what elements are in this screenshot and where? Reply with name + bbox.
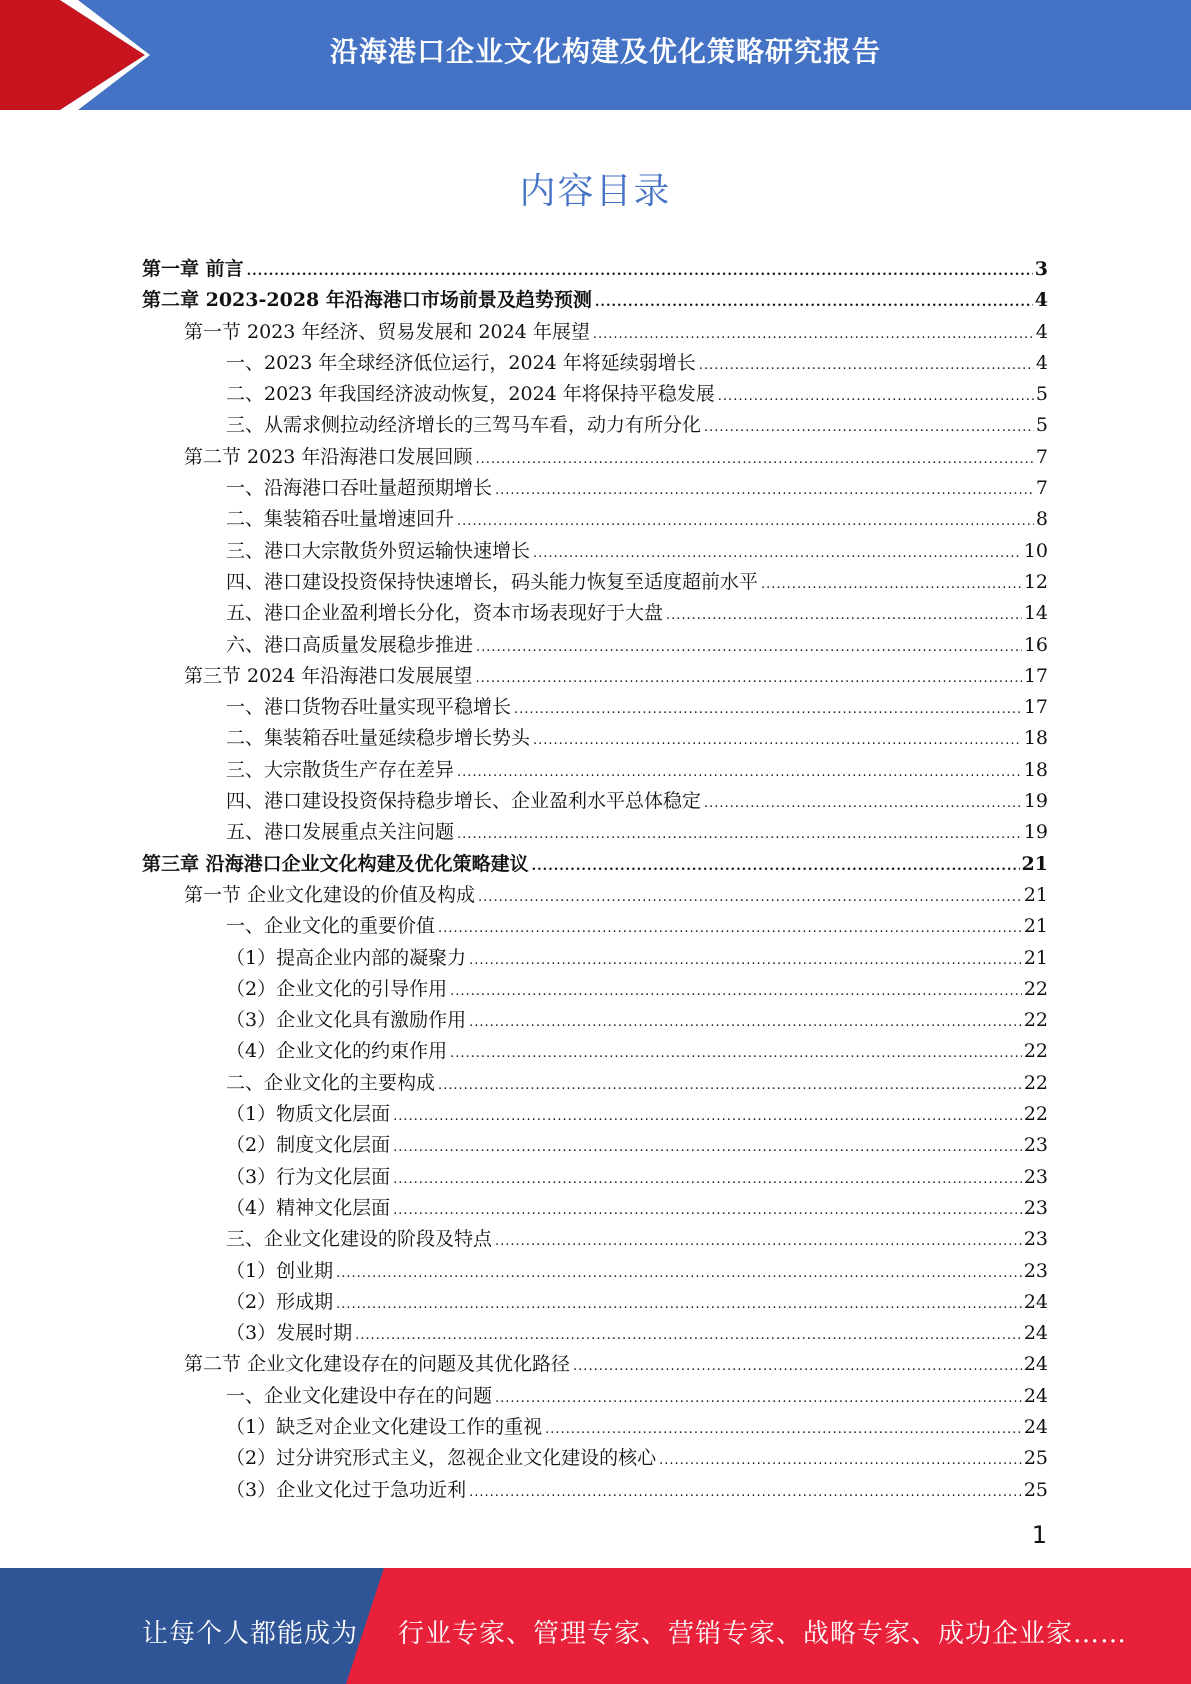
toc-entry-page: 17: [1023, 664, 1048, 687]
toc-entry-page: 16: [1023, 633, 1048, 656]
toc-entry[interactable]: [142, 1381, 1048, 1412]
toc-entry-title: （1）物质文化层面: [226, 1103, 391, 1126]
toc-entry-page: 8: [1035, 508, 1048, 531]
page-header: [0, 0, 1191, 110]
toc-entry-title: 三、企业文化建设的阶段及特点: [226, 1228, 493, 1251]
toc-entry-title: 第一节 企业文化建设的价值及构成: [184, 883, 476, 906]
toc-leader-dots: [438, 921, 1022, 936]
toc-leader-dots: [393, 1140, 1022, 1155]
toc-entry-page: 14: [1023, 602, 1048, 625]
toc-entry-title: 二、2023 年我国经济波动恢复，2024 年将保持平稳发展: [226, 383, 715, 406]
toc-leader-dots: [718, 389, 1034, 404]
toc-entry-page: 24: [1023, 1322, 1048, 1345]
toc-entry-title: 第二章 2023-2028 年沿海港口市场前景及趋势预测: [142, 289, 592, 312]
toc-entry-page: 19: [1023, 790, 1048, 813]
toc-entry-page: 5: [1035, 414, 1048, 437]
toc-entry-page: 24: [1023, 1290, 1048, 1313]
toc-entry[interactable]: [142, 1162, 1048, 1193]
toc-entry[interactable]: [142, 567, 1048, 598]
toc-entry[interactable]: [142, 285, 1048, 316]
toc-entry-page: 24: [1023, 1384, 1048, 1407]
toc-entry[interactable]: [142, 536, 1048, 567]
toc-leader-dots: [475, 452, 1033, 467]
toc-entry[interactable]: [142, 880, 1048, 911]
toc-leader-dots: [495, 1234, 1022, 1249]
toc-entry[interactable]: [142, 410, 1048, 441]
toc-leader-dots: [533, 733, 1022, 748]
toc-entry[interactable]: [142, 598, 1048, 629]
toc-entry-page: 21: [1023, 915, 1048, 938]
toc-entry-title: 二、集装箱吞吐量增速回升: [226, 508, 455, 531]
toc-entry-title: （1）提高企业内部的凝聚力: [226, 946, 467, 969]
toc-entry-title: 四、港口建设投资保持快速增长，码头能力恢复至适度超前水平: [226, 570, 759, 593]
toc-entry-page: 23: [1023, 1259, 1048, 1282]
toc-leader-dots: [532, 859, 1020, 874]
toc-leader-dots: [469, 953, 1022, 968]
toc-leader-dots: [457, 514, 1034, 529]
toc-entry[interactable]: [142, 1475, 1048, 1506]
toc-entry-page: 5: [1035, 383, 1048, 406]
toc-leader-dots: [514, 702, 1022, 717]
toc-leader-dots: [666, 608, 1022, 623]
toc-entry[interactable]: [142, 348, 1048, 379]
toc-entry-page: 23: [1023, 1228, 1048, 1251]
toc-entry[interactable]: [142, 786, 1048, 817]
toc-entry-title: 第一章 前言: [142, 258, 244, 280]
toc-entry-title: 一、企业文化的重要价值: [226, 915, 436, 938]
toc-entry[interactable]: [142, 1068, 1048, 1099]
toc-entry-page: 23: [1023, 1165, 1048, 1188]
toc-entry-title: 三、大宗散货生产存在差异: [226, 758, 455, 781]
toc-entry-title: （2）企业文化的引导作用: [226, 977, 448, 1000]
toc-entry-page: 18: [1023, 758, 1048, 781]
toc-entry-page: 25: [1023, 1447, 1048, 1470]
toc-leader-dots: [438, 1078, 1022, 1093]
toc-entry[interactable]: [142, 1099, 1048, 1130]
toc-entry-page: 22: [1023, 1103, 1048, 1126]
toc-entry-title: （3）发展时期: [226, 1322, 353, 1345]
toc-entry[interactable]: [142, 442, 1048, 473]
toc-entry[interactable]: [142, 943, 1048, 974]
toc-leader-dots: [595, 295, 1033, 310]
toc-entry-page: 3: [1034, 258, 1048, 280]
toc-entry-page: 4: [1035, 351, 1048, 374]
toc-entry-page: 12: [1023, 570, 1048, 593]
toc-leader-dots: [704, 796, 1022, 811]
toc-entry-page: 24: [1023, 1415, 1048, 1438]
page-footer: [0, 1568, 1191, 1684]
toc-entry-title: 二、集装箱吞吐量延续稳步增长势头: [226, 727, 531, 750]
toc-entry-page: 24: [1023, 1353, 1048, 1376]
toc-leader-dots: [336, 1266, 1022, 1281]
toc-entry-title: （3）行为文化层面: [226, 1165, 391, 1188]
toc-entry-title: 一、2023 年全球经济低位运行，2024 年将延续弱增长: [226, 351, 696, 374]
toc-entry-title: （1）创业期: [226, 1259, 334, 1282]
toc-entry[interactable]: [142, 1287, 1048, 1318]
toc-leader-dots: [478, 890, 1022, 905]
toc-entry-title: 三、从需求侧拉动经济增长的三驾马车看，动力有所分化: [226, 414, 702, 437]
toc-entry-title: 六、港口高质量发展稳步推进: [226, 633, 474, 656]
toc-title: 内容目录: [519, 171, 672, 212]
toc-entry-page: 18: [1023, 727, 1048, 750]
toc-leader-dots: [457, 827, 1022, 842]
toc-leader-dots: [469, 1015, 1022, 1030]
toc-entry[interactable]: [142, 1256, 1048, 1287]
toc-leader-dots: [476, 640, 1022, 655]
toc-entry[interactable]: [142, 379, 1048, 410]
toc-entry-title: 一、港口货物吞吐量实现平稳增长: [226, 696, 512, 719]
toc-leader-dots: [336, 1297, 1022, 1312]
toc-entry-title: 四、港口建设投资保持稳步增长、企业盈利水平总体稳定: [226, 790, 702, 813]
table-of-contents: [142, 254, 1048, 1506]
toc-entry-page: 7: [1035, 445, 1048, 468]
toc-leader-dots: [593, 327, 1034, 342]
toc-entry-title: 第三节 2024 年沿海港口发展展望: [184, 664, 473, 687]
toc-entry[interactable]: [142, 1130, 1048, 1161]
toc-entry-page: 22: [1023, 1009, 1048, 1032]
toc-entry[interactable]: [142, 1443, 1048, 1474]
toc-entry[interactable]: [142, 1193, 1048, 1224]
toc-entry[interactable]: [142, 473, 1048, 504]
toc-entry-title: （2）过分讲究形式主义，忽视企业文化建设的核心: [226, 1447, 657, 1470]
toc-entry-title: （2）制度文化层面: [226, 1134, 391, 1157]
toc-entry[interactable]: [142, 911, 1048, 942]
toc-entry-title: （4）企业文化的约束作用: [226, 1040, 448, 1063]
toc-entry-page: 10: [1023, 539, 1048, 562]
toc-entry[interactable]: [142, 1412, 1048, 1443]
toc-entry[interactable]: [142, 504, 1048, 535]
toc-leader-dots: [659, 1453, 1022, 1468]
toc-entry-page: 25: [1023, 1478, 1048, 1501]
toc-entry[interactable]: [142, 630, 1048, 661]
toc-entry-page: 23: [1023, 1134, 1048, 1157]
toc-entry-title: 一、企业文化建设中存在的问题: [226, 1384, 493, 1407]
toc-entry-title: 第三章 沿海港口企业文化构建及优化策略建议: [142, 852, 529, 875]
toc-entry[interactable]: [142, 723, 1048, 754]
toc-entry-title: （4）精神文化层面: [226, 1196, 391, 1219]
toc-entry-title: 第二节 企业文化建设存在的问题及其优化路径: [184, 1353, 571, 1376]
toc-entry[interactable]: [142, 974, 1048, 1005]
toc-leader-dots: [457, 765, 1022, 780]
toc-leader-dots: [495, 483, 1034, 498]
toc-leader-dots: [704, 420, 1034, 435]
toc-entry-page: 22: [1023, 977, 1048, 1000]
toc-entry[interactable]: [142, 1349, 1048, 1380]
footer-slogan: 让每个人都能成为: [142, 1619, 359, 1649]
toc-leader-dots: [247, 264, 1033, 279]
toc-entry[interactable]: [142, 1036, 1048, 1067]
toc-entry-title: 三、港口大宗散货外贸运输快速增长: [226, 539, 531, 562]
toc-entry-page: 4: [1035, 320, 1048, 343]
toc-entry-title: （3）企业文化具有激励作用: [226, 1009, 467, 1032]
toc-entry[interactable]: [142, 849, 1048, 880]
toc-entry-title: （1）缺乏对企业文化建设工作的重视: [226, 1415, 543, 1438]
toc-leader-dots: [545, 1422, 1022, 1437]
toc-entry-title: 二、企业文化的主要构成: [226, 1071, 436, 1094]
toc-entry-title: （2）形成期: [226, 1290, 334, 1313]
toc-entry[interactable]: [142, 661, 1048, 692]
toc-entry-page: 4: [1034, 289, 1048, 312]
toc-entry[interactable]: [142, 1318, 1048, 1349]
toc-leader-dots: [573, 1359, 1022, 1374]
toc-entry-page: 21: [1021, 852, 1048, 875]
toc-entry-page: 21: [1023, 946, 1048, 969]
toc-leader-dots: [393, 1172, 1022, 1187]
toc-leader-dots: [469, 1485, 1022, 1500]
toc-entry-page: 17: [1023, 696, 1048, 719]
page-number: 1: [1031, 1521, 1047, 1549]
toc-entry-title: 一、沿海港口吞吐量超预期增长: [226, 477, 493, 500]
toc-leader-dots: [533, 546, 1022, 561]
toc-entry-title: 五、港口发展重点关注问题: [226, 821, 455, 844]
toc-entry-title: （3）企业文化过于急功近利: [226, 1478, 467, 1501]
toc-leader-dots: [475, 671, 1021, 686]
toc-entry-page: 19: [1023, 821, 1048, 844]
toc-entry-page: 7: [1035, 477, 1048, 500]
toc-entry-title: 五、港口企业盈利增长分化，资本市场表现好于大盘: [226, 602, 664, 625]
toc-leader-dots: [393, 1203, 1022, 1218]
footer-roles: 行业专家、管理专家、营销专家、战略专家、成功企业家……: [398, 1619, 1128, 1649]
toc-leader-dots: [495, 1391, 1022, 1406]
toc-leader-dots: [393, 1109, 1022, 1124]
toc-entry-title: 第二节 2023 年沿海港口发展回顾: [184, 445, 473, 468]
toc-entry[interactable]: [142, 1224, 1048, 1255]
toc-entry[interactable]: [142, 254, 1048, 285]
toc-entry[interactable]: [142, 317, 1048, 348]
toc-entry-page: 21: [1023, 883, 1048, 906]
toc-entry-page: 22: [1023, 1040, 1048, 1063]
toc-leader-dots: [355, 1328, 1022, 1343]
toc-entry[interactable]: [142, 755, 1048, 786]
toc-leader-dots: [761, 577, 1022, 592]
toc-entry-page: 22: [1023, 1071, 1048, 1094]
toc-leader-dots: [699, 358, 1034, 373]
toc-entry[interactable]: [142, 1005, 1048, 1036]
header-title: 沿海港口企业文化构建及优化策略研究报告: [329, 35, 881, 68]
toc-entry-page: 23: [1023, 1196, 1048, 1219]
toc-entry[interactable]: [142, 692, 1048, 723]
toc-entry[interactable]: [142, 817, 1048, 848]
toc-entry-title: 第一节 2023 年经济、贸易发展和 2024 年展望: [184, 320, 590, 343]
toc-leader-dots: [450, 984, 1022, 999]
toc-leader-dots: [450, 1046, 1022, 1061]
